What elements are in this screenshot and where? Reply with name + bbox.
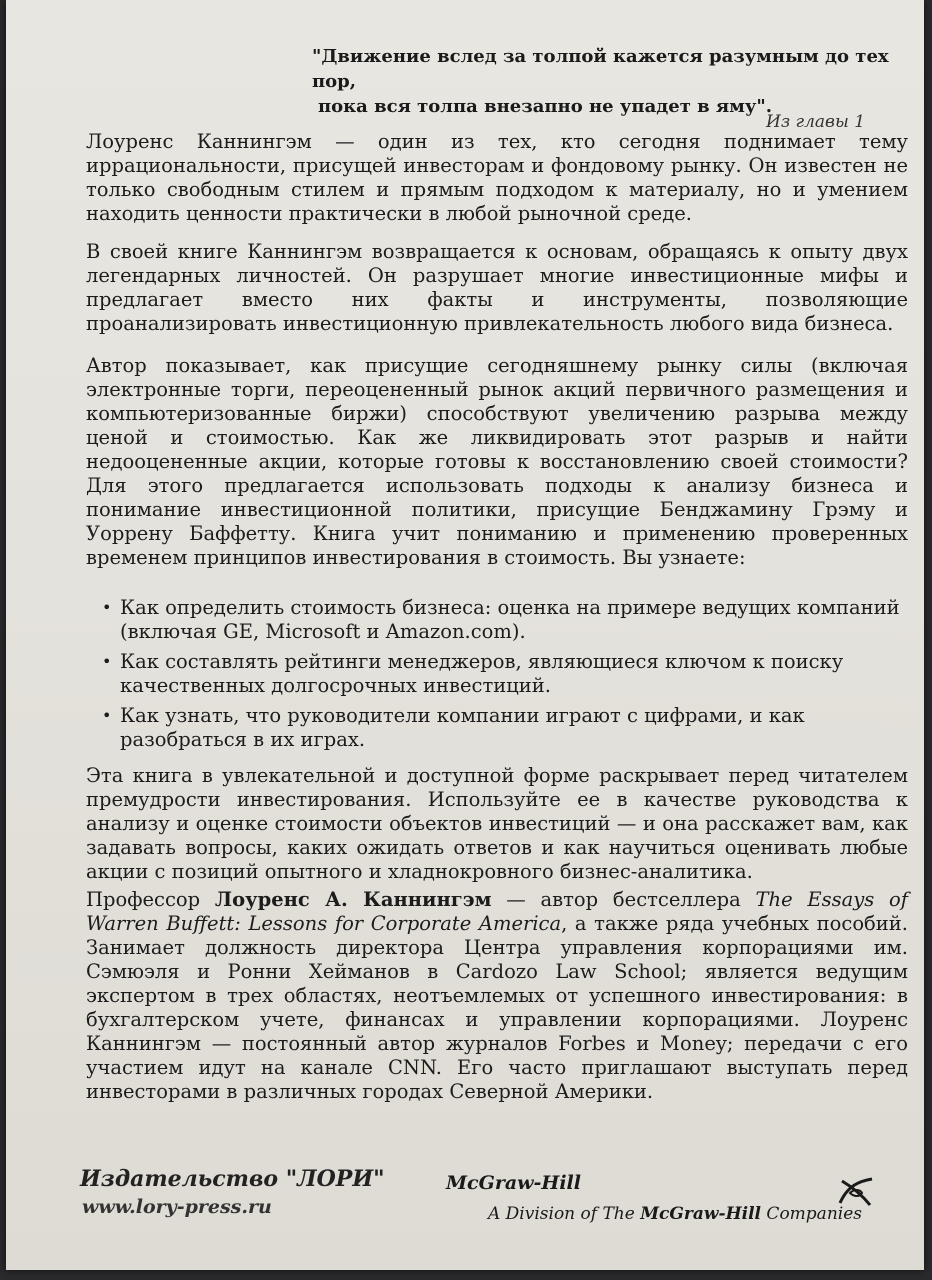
bio-middle: — автор бестселлера — [491, 888, 756, 911]
bestseller-title: The Essays of Warren Buffett: Lessons for Corporate America — [86, 888, 908, 935]
bio-rest: , а также ряда учебных пособий. Занимает должность директора Центра управления корпорациями им. Сэмюэля и Ронни Хейманов в Cardozo Law School; является ведущим экспертом в трех областях, неотъемлемых от успешного инвестирования: в бухгалтерском учете, финансах и управлении корпорациями. Лоуренс Каннингэм — постоянный автор журналов Forbes и Money; передачи с его участием идут на канале CNN. Его часто приглашают выступать перед инвесторами в различных городах Северной Америки. — [86, 912, 908, 1103]
quote-source: Из главы 1 — [766, 112, 866, 132]
list-item: • Как определить стоимость бизнеса: оценка на примере ведущих компаний (включая GE, Microsoft и Amazon.com). — [102, 596, 902, 644]
author-name: Лоуренс А. Каннингэм — [214, 888, 492, 911]
division-prefix: A Division of The — [488, 1204, 641, 1224]
list-item: • Как составлять рейтинги менеджеров, являющиеся ключом к поиску качественных долгосрочных инвестиций. — [102, 650, 902, 698]
publisher-name: Издательство "ЛОРИ" — [80, 1166, 385, 1192]
mcgraw-hill-logo-icon — [836, 1175, 876, 1209]
list-item: • Как узнать, что руководители компании играют с цифрами, и как разобраться в их играх. — [102, 704, 902, 752]
paragraph-author-shows: Автор показывает, как присущие сегодняшнему рынку силы (включая электронные торги, переоцененный рынок акций первичного размещения и компьютеризованные биржи) способствуют увеличению разрыва между ценой и стоимостью. Как же ликвидировать этот разрыв и найти недооцененные акции, которые готовы к восстановлению своей стоимости? Для этого предлагается использовать подходы к анализу бизнеса и понимание инвестиционной политики, присущие Бенджамину Грэму и Уоррену Баффетту. Книга учит пониманию и применению проверенных временем принципов инвестирования в стоимость. Вы узнаете: — [86, 354, 908, 569]
division-suffix: Companies — [761, 1204, 862, 1224]
paragraph-intro: Лоуренс Каннингэм — один из тех, кто сегодня поднимает тему иррациональности, присущей инвесторам и фондовому рынку. Он известен не только свободным стилем и прямым подходом к материалу, но и умением находить ценности практически в любой рыночной среде. — [86, 130, 908, 225]
paragraph-summary: Эта книга в увлекательной и доступной форме раскрывает перед читателем премудрости инвестирования. Используйте ее в качестве руководства к анализу и оценке стоимости объектов инвестиций — и она расскажет вам, как задавать вопросы, каких ожидать ответов и как научиться оценивать любые акции с позиций опытного и хладнокровного бизнес-аналитика. — [86, 764, 908, 883]
mcgraw-hill-label: McGraw-Hill — [446, 1172, 581, 1194]
bio-prefix: Профессор — [86, 888, 215, 911]
quote-line-1: "Движение вслед за толпой кажется разумным до тех пор, — [312, 46, 889, 92]
quote-line-2: пока вся толпа внезапно не упадет в яму". — [318, 96, 772, 117]
mcgraw-hill-division — [488, 1204, 862, 1224]
publisher-website: www.lory-press.ru — [82, 1196, 272, 1218]
book-back-cover — [6, 0, 924, 1270]
epigraph-quote — [312, 44, 892, 119]
paragraph-book-overview: В своей книге Каннингэм возвращается к основам, обращаясь к опыту двух легендарных личностей. Он разрушает многие инвестиционные мифы и предлагает вместо них факты и инструменты, позволяющие проанализировать инвестиционную привлекательность любого вида бизнеса. — [86, 240, 908, 335]
division-brand: McGraw-Hill — [640, 1204, 762, 1224]
learning-points-list — [102, 596, 902, 758]
author-bio — [86, 888, 908, 1104]
